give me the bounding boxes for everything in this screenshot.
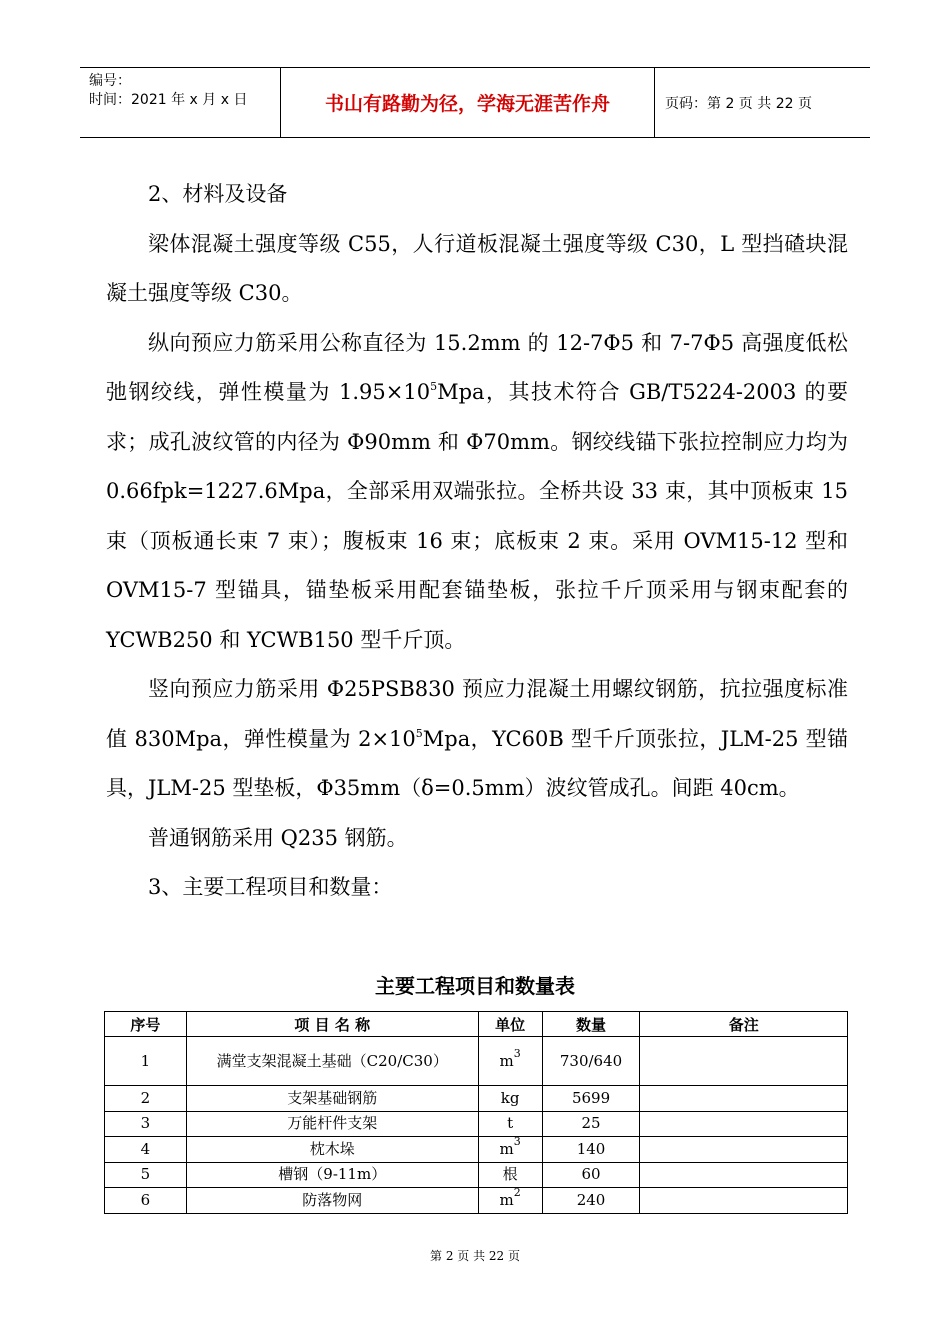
paragraph-vertical-prestress [106,665,848,814]
cell-name: 万能杆件支架 [186,1111,478,1137]
column-header: 单位 [478,1012,542,1037]
text-segment: Mpa，其技术符合 GB/T5224-2003 的要求；成孔波纹管的内径为 Φ90mm 和 Φ70mm。钢绞线锚下张拉控制应力均为 0.66fpk=1227.6Mpa，全部采用双端张拉。全桥共设 33 束，其中顶板束 15 束（顶板通长束 7 束）；腹板束 16 束；底板束 2 束。采用 OVM15-12 型和 OVM15-7 型锚具，锚垫板采用配套锚垫板，张拉千斤顶采用与钢束配套的 YCWB250 和 YCWB150 型千斤顶。 [106,380,849,652]
cell-note [640,1188,848,1214]
unit-base: 根 [502,1165,518,1184]
cell-no: 3 [105,1111,187,1137]
cell-qty: 140 [542,1137,640,1163]
table-row [105,1086,848,1112]
table-row [105,1188,848,1214]
cell-note [640,1137,848,1163]
cell-qty: 240 [542,1188,640,1214]
unit-superscript: 3 [513,1134,521,1148]
document-body [106,170,848,913]
cell-note [640,1086,848,1112]
unit-base: m [499,1190,514,1209]
cell-unit [478,1162,542,1188]
cell-qty: 25 [542,1111,640,1137]
cell-note [640,1111,848,1137]
table-row [105,1037,848,1086]
unit-superscript: 3 [513,1046,521,1060]
unit-base: kg [500,1088,520,1107]
header-page-info: 页码：第 2 页 共 22 页 [665,95,812,112]
cell-name: 防落物网 [186,1188,478,1214]
cell-name: 枕木垛 [186,1137,478,1163]
table-row [105,1137,848,1163]
cell-name: 槽钢（9-11m） [186,1162,478,1188]
section-heading-quantities: 3、主要工程项目和数量： [148,875,393,899]
cell-name [186,1037,478,1086]
cell-no: 5 [105,1162,187,1188]
superscript: 5 [415,726,423,740]
column-header: 备注 [640,1012,848,1037]
cell-note [640,1162,848,1188]
cell-unit [478,1185,542,1214]
cell-no: 1 [105,1037,187,1086]
cell-unit [478,1037,542,1086]
cell-unit [478,1111,542,1137]
superscript: 5 [430,380,438,393]
page-footer: 第 2 页 共 22 页 [430,1249,520,1263]
paragraph-ordinary-rebar: 普通钢筋采用 Q235 钢筋。 [148,825,408,850]
cell-name-text: 满堂支架混凝土基础（C20/C30） [216,1051,448,1070]
quantities-table [104,1011,848,1214]
cell-qty: 5699 [542,1086,640,1112]
text-segment: Mpa，YC60B 型千斤顶张拉，JLM-25 型锚具，JLM-25 型垫板，Φ35mm（δ=0.5mm）波纹管成孔。间距 40cm。 [106,726,848,800]
cell-no: 4 [105,1137,187,1163]
cell-qty: 60 [542,1162,640,1188]
table-row [105,1162,848,1188]
cell-qty: 730/640 [542,1037,640,1086]
paragraph-concrete-grades: 梁体混凝土强度等级 C55，人行道板混凝土强度等级 C30，L 型挡碴块混凝土强度等级 C30。 [106,231,848,305]
text-segment: 竖向预应力筋采用 Φ25PSB830 预应力混凝土用螺纹钢筋，抗拉强度标准值 830Mpa，弹性模量为 2×10 [106,677,848,751]
cell-name: 支架基础钢筋 [186,1086,478,1112]
cell-no: 2 [105,1086,187,1112]
header-motto: 书山有路勤为径，学海无涯苦作舟 [281,68,655,137]
column-header: 序号 [105,1012,187,1037]
cell-note [640,1037,848,1086]
table-row [105,1111,848,1137]
header-meta [80,68,281,137]
table-header-row [105,1012,848,1037]
section-heading-materials: 2、材料及设备 [148,182,288,206]
cell-no: 6 [105,1188,187,1214]
paragraph-longitudinal-prestress [106,319,848,666]
table-title: 主要工程项目和数量表 [375,974,575,998]
unit-superscript: 2 [513,1185,521,1199]
text-segment: 纵向预应力筋采用公称直径为 15.2mm 的 12-7Φ5 和 7-7Φ5 高强度低松弛钢绞线，弹性模量为 1.95×10 [106,330,848,404]
document-number-label: 编号： [89,73,131,89]
unit-base: m [499,1051,514,1070]
column-header: 数量 [542,1012,640,1037]
unit-base: t [507,1114,514,1133]
column-header: 项 目 名 称 [186,1012,478,1037]
cell-unit [478,1134,542,1163]
document-date: 时间：2021 年 x 月 x 日 [89,92,248,108]
page-header [80,67,870,138]
unit-base: m [499,1139,514,1158]
cell-unit [478,1086,542,1112]
